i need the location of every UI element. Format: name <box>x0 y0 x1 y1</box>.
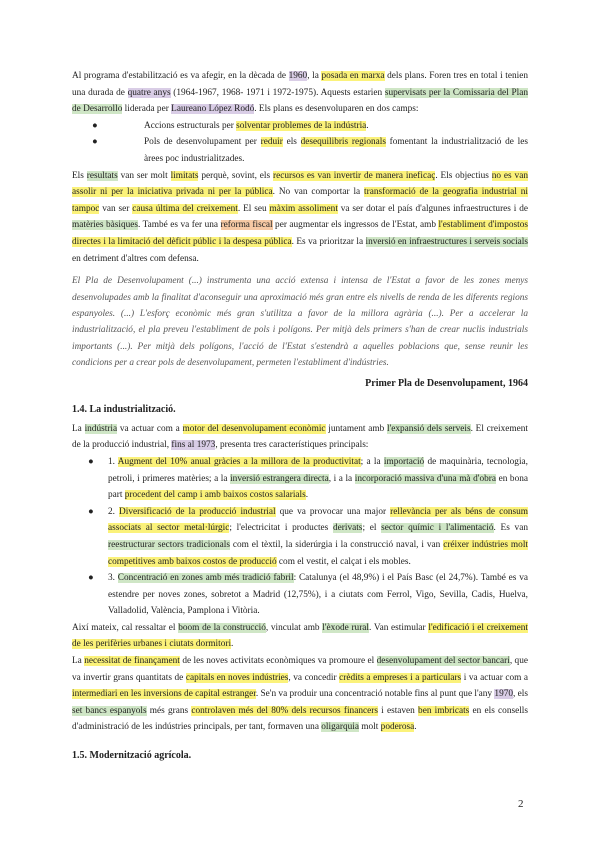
text: i estaven <box>377 705 419 716</box>
text: en bona part <box>108 473 528 501</box>
list-item <box>72 134 528 167</box>
text: 3. <box>108 573 118 584</box>
highlight: causa última del creixement <box>132 203 238 214</box>
text: que va provocar una major <box>275 506 391 517</box>
highlight: Augment del 10% anual gràcies a la millora de la productivitat <box>117 456 361 467</box>
text: perquè, sovint, els <box>198 170 273 181</box>
highlight: l'èxode rural <box>322 622 370 633</box>
highlight: procedent del camp i amb baixos costos salarials <box>124 490 306 501</box>
highlight: Diversificació de la producció industrial <box>119 506 276 517</box>
highlight: crèdits a empreses i a particulars <box>339 672 462 683</box>
text: . Es van <box>493 523 528 534</box>
highlight: matèries bàsiques <box>72 220 138 231</box>
highlight: necessitat de finançament <box>84 656 180 667</box>
text: Pols de desenvolupament per <box>144 137 261 148</box>
highlight: poderosa <box>380 722 415 733</box>
text: (1964-1967, 1968- 1971 i 1972-1975). Aquests estarien <box>170 87 385 98</box>
highlight: l'edificació i el creixement de les perifèries urbanes i ciutats dormitori <box>72 622 528 650</box>
highlight: transformació de la geografia industrial ni tampoc <box>72 187 528 214</box>
highlight: no es van assolir ni per la iniciativa privada ni per la pública <box>72 170 528 198</box>
text: . Es va prioritzar la <box>291 236 366 247</box>
bullet-list-caracteristiques <box>72 454 528 620</box>
bullet-icon: ● <box>92 137 98 148</box>
paragraph-industria <box>72 421 528 454</box>
list-item <box>72 570 528 620</box>
highlight: reestructurar sectors tradicionals <box>108 539 230 550</box>
highlight: fins al 1973 <box>171 440 216 451</box>
highlight: ben imbricats <box>418 705 470 716</box>
paragraph-resultats <box>72 168 528 268</box>
highlight: capitals en noves indústries <box>185 672 289 683</box>
quote-source: Primer Pla de Desenvolupament, 1964 <box>365 377 528 389</box>
text: per augmentar els ingressos de l'Estat, amb <box>272 220 439 231</box>
text: van ser molt <box>117 170 171 181</box>
highlight: Concentració en zones amb més tradició fabril <box>117 573 294 584</box>
text: , la <box>307 71 322 81</box>
text: com el tèxtil, la siderúrgia i la construcció naval, i van <box>229 539 444 550</box>
text: juntament amb <box>325 423 387 434</box>
text: . El creixement de la producció industrial, <box>72 423 528 451</box>
highlight: recursos es van invertir de manera ineficaç <box>273 170 436 181</box>
text: La <box>72 423 85 434</box>
text: . <box>305 490 309 501</box>
text: en els consells d'administració de les indústries principals, per tant, formaven una <box>72 705 528 733</box>
page-number: 2 <box>518 798 524 810</box>
highlight: set bancs espanyols <box>72 705 147 716</box>
highlight: desequilibris regionals <box>300 137 386 148</box>
text: . També es va fer una <box>138 220 221 231</box>
text: , els <box>513 689 528 700</box>
text: Accions estructurals per <box>144 120 237 131</box>
text: els <box>282 137 301 148</box>
highlight: l'expansió dels serveis <box>386 423 471 434</box>
highlight: controlaven més del 80% dels recursos financers <box>191 705 378 716</box>
highlight: oligarquia <box>321 722 359 733</box>
text: més grans <box>146 705 192 716</box>
text: ; l'electricitat i productes <box>229 523 333 534</box>
text: molt <box>358 722 381 733</box>
text: . Els objectius <box>435 170 492 181</box>
highlight: Laureano López Rodó <box>171 104 255 115</box>
text: . <box>366 120 369 131</box>
highlight: inversió estrangera directa <box>230 473 329 484</box>
highlight: motor del desenvolupament econòmic <box>182 423 326 434</box>
highlight: limitats <box>170 170 199 181</box>
list-item <box>72 504 528 570</box>
heading-industrialitzacio: 1.4. La industrialització. <box>72 404 176 416</box>
text: . No van comportar la <box>272 187 365 198</box>
text: dels plans. Foren tres en total i tenien una durada de <box>72 71 529 98</box>
highlight: posada en marxa <box>321 71 385 81</box>
quote-block: El Pla de Desenvolupament (...) instrumenta una acció extensa i intensa de l'Estat a favor de les zones menys desenvolupades amb la finalitat d'aconseguir una aproximació més gran entre els nivells de renda de les diferents regions espanyoles. (...) L'esforç econòmic més gran s'utilitza a favor de la millora agrària (...). Per a accelerar la industrialització, el pla preveu l'establiment de pols i polígons. Per mitjà dels primers s'han de crear nuclis industrials importants (...). Per mitjà dels polígons, l'acció de l'Estat s'estendrà a aquelles poblacions que, sense reunir les condicions per a crear pols de desenvolupament, permeten l'establiment d'indústries. <box>72 276 528 369</box>
text: 2. <box>108 506 120 517</box>
document-page <box>72 68 528 767</box>
text: com el vestit, el calçat i els mobles. <box>276 556 411 567</box>
text: va actuar com a <box>117 423 183 434</box>
highlight: solventar problemes de la indústria <box>236 120 367 131</box>
highlight: desenvolupament del sector bancari <box>376 656 510 667</box>
text: , presenta tres característiques principals: <box>215 440 369 451</box>
text: . <box>414 722 417 733</box>
text: de les noves activitats econòmiques va promoure el <box>179 656 377 667</box>
text: va ser dotar el país d'algunes infraestructures i de <box>337 203 528 214</box>
highlight: resultats <box>86 170 118 181</box>
text: liderada per <box>122 104 172 115</box>
text: . Van estimular <box>369 622 429 633</box>
text: ; el <box>362 523 382 534</box>
highlight: 1960 <box>288 71 308 81</box>
text: . Se'n va produir una concentració notable fins al punt que l'any <box>255 689 495 700</box>
highlight: quatre anys <box>127 87 171 98</box>
highlight: reduir <box>260 137 283 148</box>
bullet-icon: ● <box>88 506 94 517</box>
highlight: màxim assoliment <box>269 203 338 214</box>
text: fomentant la industrialització de les àrees poc industrialitzades. <box>144 137 528 164</box>
paragraph-banca <box>72 653 528 736</box>
bullet-icon: ● <box>92 120 98 131</box>
text: . El seu <box>237 203 270 214</box>
text: 1. <box>108 456 118 467</box>
highlight: créixer indústries molt competitives amb baixos costos de producció <box>108 539 528 567</box>
text: en detriment d'altres com defensa. <box>72 253 199 264</box>
highlight: derivats <box>333 523 363 534</box>
highlight: importació <box>383 456 425 467</box>
highlight: supervisats per la Comissaria del Plan de Desarrollo <box>72 87 528 115</box>
text: La <box>72 656 85 667</box>
text: de maquinària, tecnologia, petroli, i primeres matèries; a la <box>108 456 528 484</box>
highlight: inversió en infraestructures i serveis socials <box>365 236 528 247</box>
highlight: incorporació massiva d'una mà d'obra <box>354 473 496 484</box>
text: ; a la <box>360 456 384 467</box>
paragraph-plans <box>72 68 528 118</box>
highlight: l'establiment d'impostos directes i la limitació del dèficit públic i la despesa pública <box>72 220 528 247</box>
heading-modernitzacio-agricola: 1.5. Modernització agrícola. <box>72 750 192 762</box>
paragraph-construccio <box>72 620 528 653</box>
text: , va concedir <box>288 672 340 683</box>
text: , vinculat amb <box>265 622 323 633</box>
text: , que va invertir grans quantitats de <box>72 656 528 683</box>
list-item <box>72 118 528 135</box>
highlight: indústria <box>84 423 118 434</box>
highlight: intermediari en les inversions de capital estranger <box>72 689 256 700</box>
text: , i a la <box>328 473 355 484</box>
highlight: boom de la construcció <box>178 622 266 633</box>
bullet-list-camps <box>72 118 528 168</box>
text: van ser <box>99 203 133 214</box>
highlight: sector químic i l'alimentació <box>381 523 494 534</box>
text: Al programa d'estabilització es va afegir, en la dècada de <box>72 71 289 81</box>
text: Els <box>72 170 87 181</box>
list-item <box>72 454 528 504</box>
bullet-icon: ● <box>88 456 94 467</box>
bullet-icon: ● <box>88 573 94 584</box>
text: . <box>231 639 234 650</box>
highlight: reforma fiscal <box>220 220 273 231</box>
highlight: rellevància per als béns de consum associats al sector metal·lúrgic <box>108 506 529 534</box>
text: i va actuar com a <box>461 672 529 683</box>
text: . Els plans es desenvoluparen en dos camps: <box>254 104 419 115</box>
text: Així mateix, cal ressaltar el <box>72 622 179 633</box>
text: : Catalunya (el 48,9%) i el País Basc (el 24,7%). També es va estendre per noves zones, sobretot a Madrid (12,75%), i a ciutats com Ferrol, Vigo, Sevilla, Cadis, Huelva, Valladolid, València, Pamplona i Vitòria. <box>108 573 528 617</box>
highlight: 1970 <box>494 689 514 700</box>
